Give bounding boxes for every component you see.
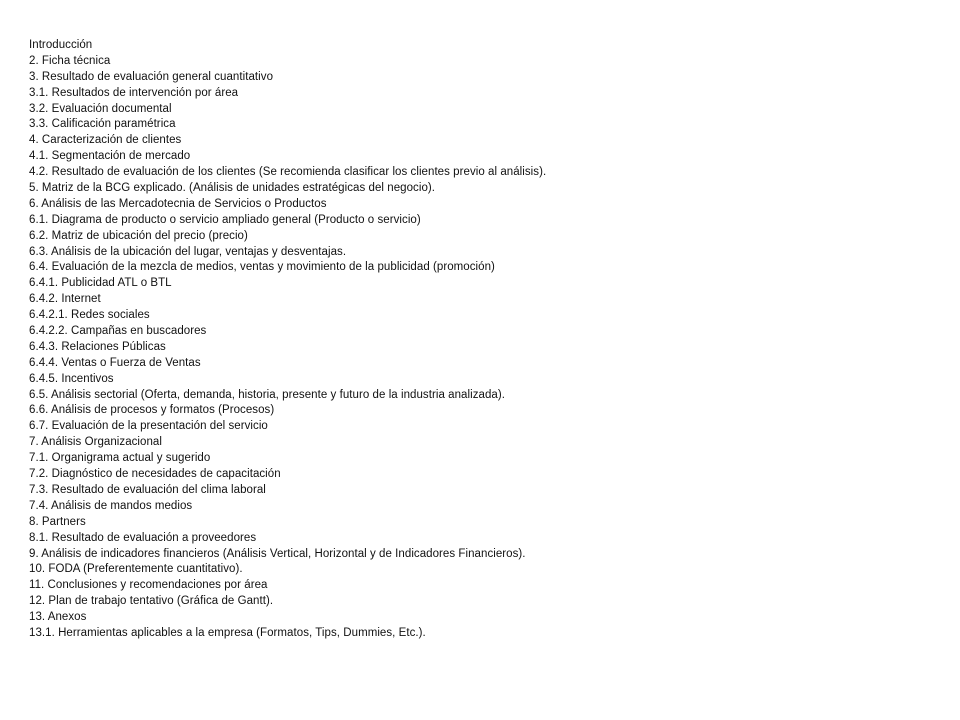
toc-line-10: 10. FODA (Preferentemente cuantitativo). xyxy=(29,563,243,576)
toc-line-6-4-2: 6.4.2. Internet xyxy=(29,293,101,306)
toc-line-11: 11. Conclusiones y recomendaciones por área xyxy=(29,579,268,592)
toc-line-6: 6. Análisis de las Mercadotecnia de Servicios o Productos xyxy=(29,197,327,210)
toc-line-7-1: 7.1. Organigrama actual y sugerido xyxy=(29,452,211,465)
toc-line-7-2: 7.2. Diagnóstico de necesidades de capacitación xyxy=(29,468,281,481)
toc-line-3: 3. Resultado de evaluación general cuantitativo xyxy=(29,70,274,83)
toc-line-2: 2. Ficha técnica xyxy=(29,54,111,67)
toc-line-6-4-2-1: 6.4.2.1. Redes sociales xyxy=(29,309,150,322)
toc-line-6-4: 6.4. Evaluación de la mezcla de medios, ventas y movimiento de la publicidad (promoción) xyxy=(29,261,495,274)
toc-line-6-5: 6.5. Análisis sectorial (Oferta, demanda, historia, presente y futuro de la industria analizada). xyxy=(29,388,505,401)
toc-line-7-3: 7.3. Resultado de evaluación del clima laboral xyxy=(29,483,266,496)
toc-line-6-4-4: 6.4.4. Ventas o Fuerza de Ventas xyxy=(29,356,201,369)
toc-line-6-2: 6.2. Matriz de ubicación del precio (precio) xyxy=(29,229,248,242)
toc-line-9: 9. Análisis de indicadores financieros (Análisis Vertical, Horizontal y de Indicadores Financieros). xyxy=(29,547,526,560)
toc-line-4-1: 4.1. Segmentación de mercado xyxy=(29,150,191,163)
toc-line-13: 13. Anexos xyxy=(29,611,87,624)
toc-line-introduccion: Introducción xyxy=(29,39,93,51)
toc-line-12: 12. Plan de trabajo tentativo (Gráfica de Gantt). xyxy=(29,595,274,608)
toc-line-5: 5. Matriz de la BCG explicado. (Análisis de unidades estratégicas del negocio). xyxy=(29,182,436,195)
toc-line-8-1: 8.1. Resultado de evaluación a proveedores xyxy=(29,531,257,544)
toc-line-6-4-2-2: 6.4.2.2. Campañas en buscadores xyxy=(29,325,207,338)
toc-line-3-3: 3.3. Calificación paramétrica xyxy=(29,118,176,131)
toc-line-6-7: 6.7. Evaluación de la presentación del servicio xyxy=(29,420,268,433)
toc-line-6-4-5: 6.4.5. Incentivos xyxy=(29,372,114,385)
toc-line-7: 7. Análisis Organizacional xyxy=(29,436,162,449)
toc-line-3-2: 3.2. Evaluación documental xyxy=(29,102,172,115)
toc-line-6-4-3: 6.4.3. Relaciones Públicas xyxy=(29,340,166,353)
toc-line-4-2: 4.2. Resultado de evaluación de los clientes (Se recomienda clasificar los clientes previo al análisis). xyxy=(29,166,547,179)
toc-line-7-4: 7.4. Análisis de mandos medios xyxy=(29,499,193,512)
toc-line-13-1: 13.1. Herramientas aplicables a la empresa (Formatos, Tips, Dummies, Etc.). xyxy=(29,626,426,639)
toc-line-6-1: 6.1. Diagrama de producto o servicio ampliado general (Producto o servicio) xyxy=(29,213,421,226)
toc-line-6-3: 6.3. Análisis de la ubicación del lugar, ventajas y desventajas. xyxy=(29,245,347,258)
toc-line-4: 4. Caracterización de clientes xyxy=(29,134,182,147)
toc-line-3-1: 3.1. Resultados de intervención por área xyxy=(29,86,239,99)
toc-line-8: 8. Partners xyxy=(29,515,86,528)
table-of-contents xyxy=(29,38,929,642)
toc-line-6-6: 6.6. Análisis de procesos y formatos (Procesos) xyxy=(29,404,275,417)
toc-line-6-4-1: 6.4.1. Publicidad ATL o BTL xyxy=(29,277,172,290)
